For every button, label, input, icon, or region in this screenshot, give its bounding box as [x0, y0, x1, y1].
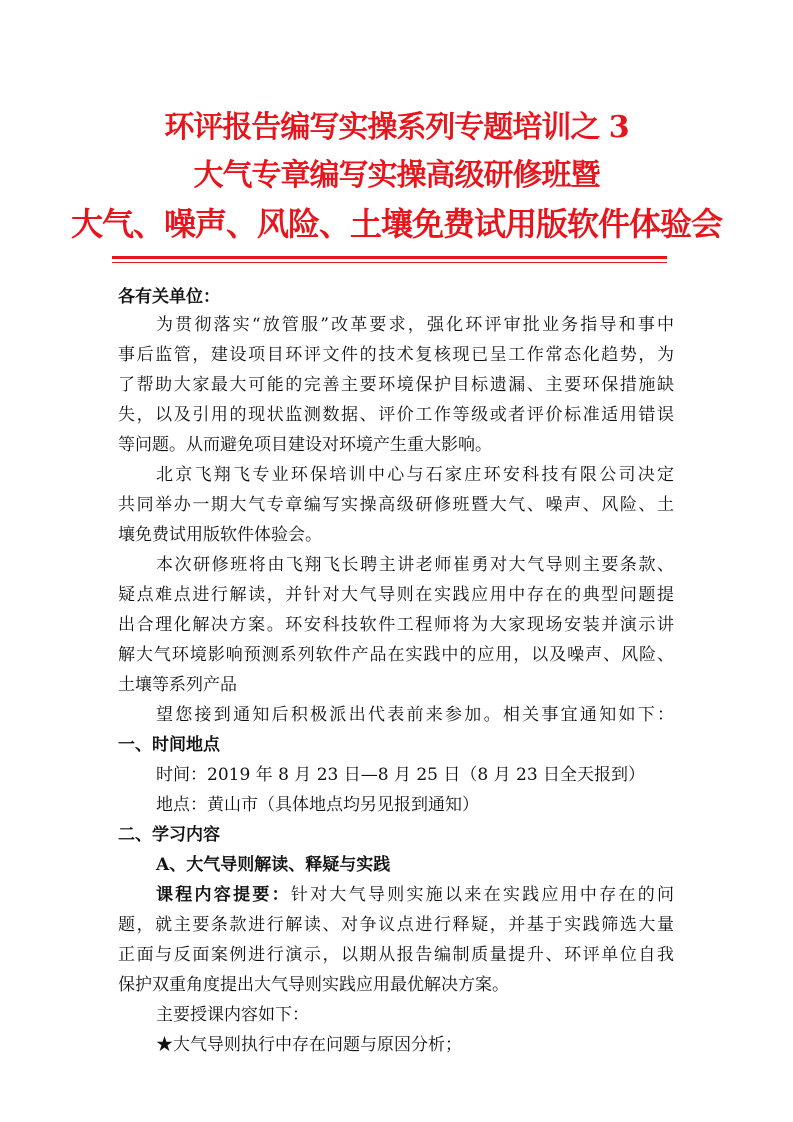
paragraph-line: 土壤等系列产品: [118, 675, 237, 695]
title-divider-thin: [112, 262, 667, 263]
subsection-heading: A、大气导则解读、释疑与实践: [156, 855, 391, 875]
course-summary-label: 课程内容提要：: [156, 885, 291, 905]
title-line-2: 大气专章编写实操高级研修班暨: [193, 158, 600, 193]
paragraph-line: 保护双重角度提出大气导则实践应用最优解决方案。: [118, 975, 509, 995]
paragraph-line: 为贯彻落实“放管服”改革要求，强化环评审批业务指导和事中: [156, 315, 674, 335]
section-heading: 二、学习内容: [118, 825, 220, 845]
paragraph-line: 等问题。从而避免项目建设对环境产生重大影响。: [118, 435, 492, 455]
list-item: ★大气导则执行中存在问题与原因分析；: [156, 1035, 462, 1055]
paragraph-line: 壤免费试用版软件体验会。: [118, 525, 322, 545]
paragraph-line: 北京飞翔飞专业环保培训中心与石家庄环安科技有限公司决定: [156, 465, 674, 485]
paragraph-line: 题，就主要条款进行解读、对争议点进行释疑，并基于实践筛选大量: [118, 915, 674, 935]
section-heading: 一、时间地点: [118, 735, 220, 755]
salutation: 各有关单位：: [118, 287, 220, 307]
paragraph-line: 正面与反面案例进行演示，以期从报告编制质量提升、环评单位自我: [118, 945, 674, 965]
paragraph-line: 出合理化解决方案。环安科技软件工程师将为大家现场安装并演示讲: [118, 615, 674, 635]
paragraph-line: 望您接到通知后积极派出代表前来参加。相关事宜通知如下：: [156, 705, 674, 725]
course-summary-text: 针对大气导则实施以来在实践应用中存在的问: [290, 885, 675, 905]
paragraph-line: 失，以及引用的现状监测数据、评价工作等级或者评价标准适用错误: [118, 405, 674, 425]
place-line: 地点：黄山市（具体地点均另见报到通知）: [156, 795, 479, 815]
paragraph-line: 事后监管，建设项目环评文件的技术复核现已呈工作常态化趋势，为: [118, 345, 674, 365]
paragraph-line: 共同举办一期大气专章编写实操高级研修班暨大气、噪声、风险、土: [118, 495, 674, 515]
time-line: 时间：2019 年 8 月 23 日—8 月 25 日（8 月 23 日全天报到）: [156, 765, 646, 785]
paragraph-line: 本次研修班将由飞翔飞长聘主讲老师崔勇对大气导则主要条款、: [156, 555, 674, 575]
paragraph-line: 解大气环境影响预测系列软件产品在实践中的应用，以及噪声、风险、: [118, 645, 674, 665]
course-summary-line: [156, 884, 674, 906]
main-content-label: 主要授课内容如下：: [156, 1005, 309, 1025]
title-line-3: 大气、噪声、风险、土壤免费试用版软件体验会: [70, 205, 722, 243]
title-line-1: 环评报告编写实操系列专题培训之 3: [164, 110, 629, 145]
title-divider-thick: [112, 256, 667, 259]
paragraph-line: 疑点难点进行解读，并针对大气导则在实践应用中存在的典型问题提: [118, 585, 674, 605]
paragraph-line: 了帮助大家最大可能的完善主要环境保护目标遗漏、主要环保措施缺: [118, 375, 674, 395]
